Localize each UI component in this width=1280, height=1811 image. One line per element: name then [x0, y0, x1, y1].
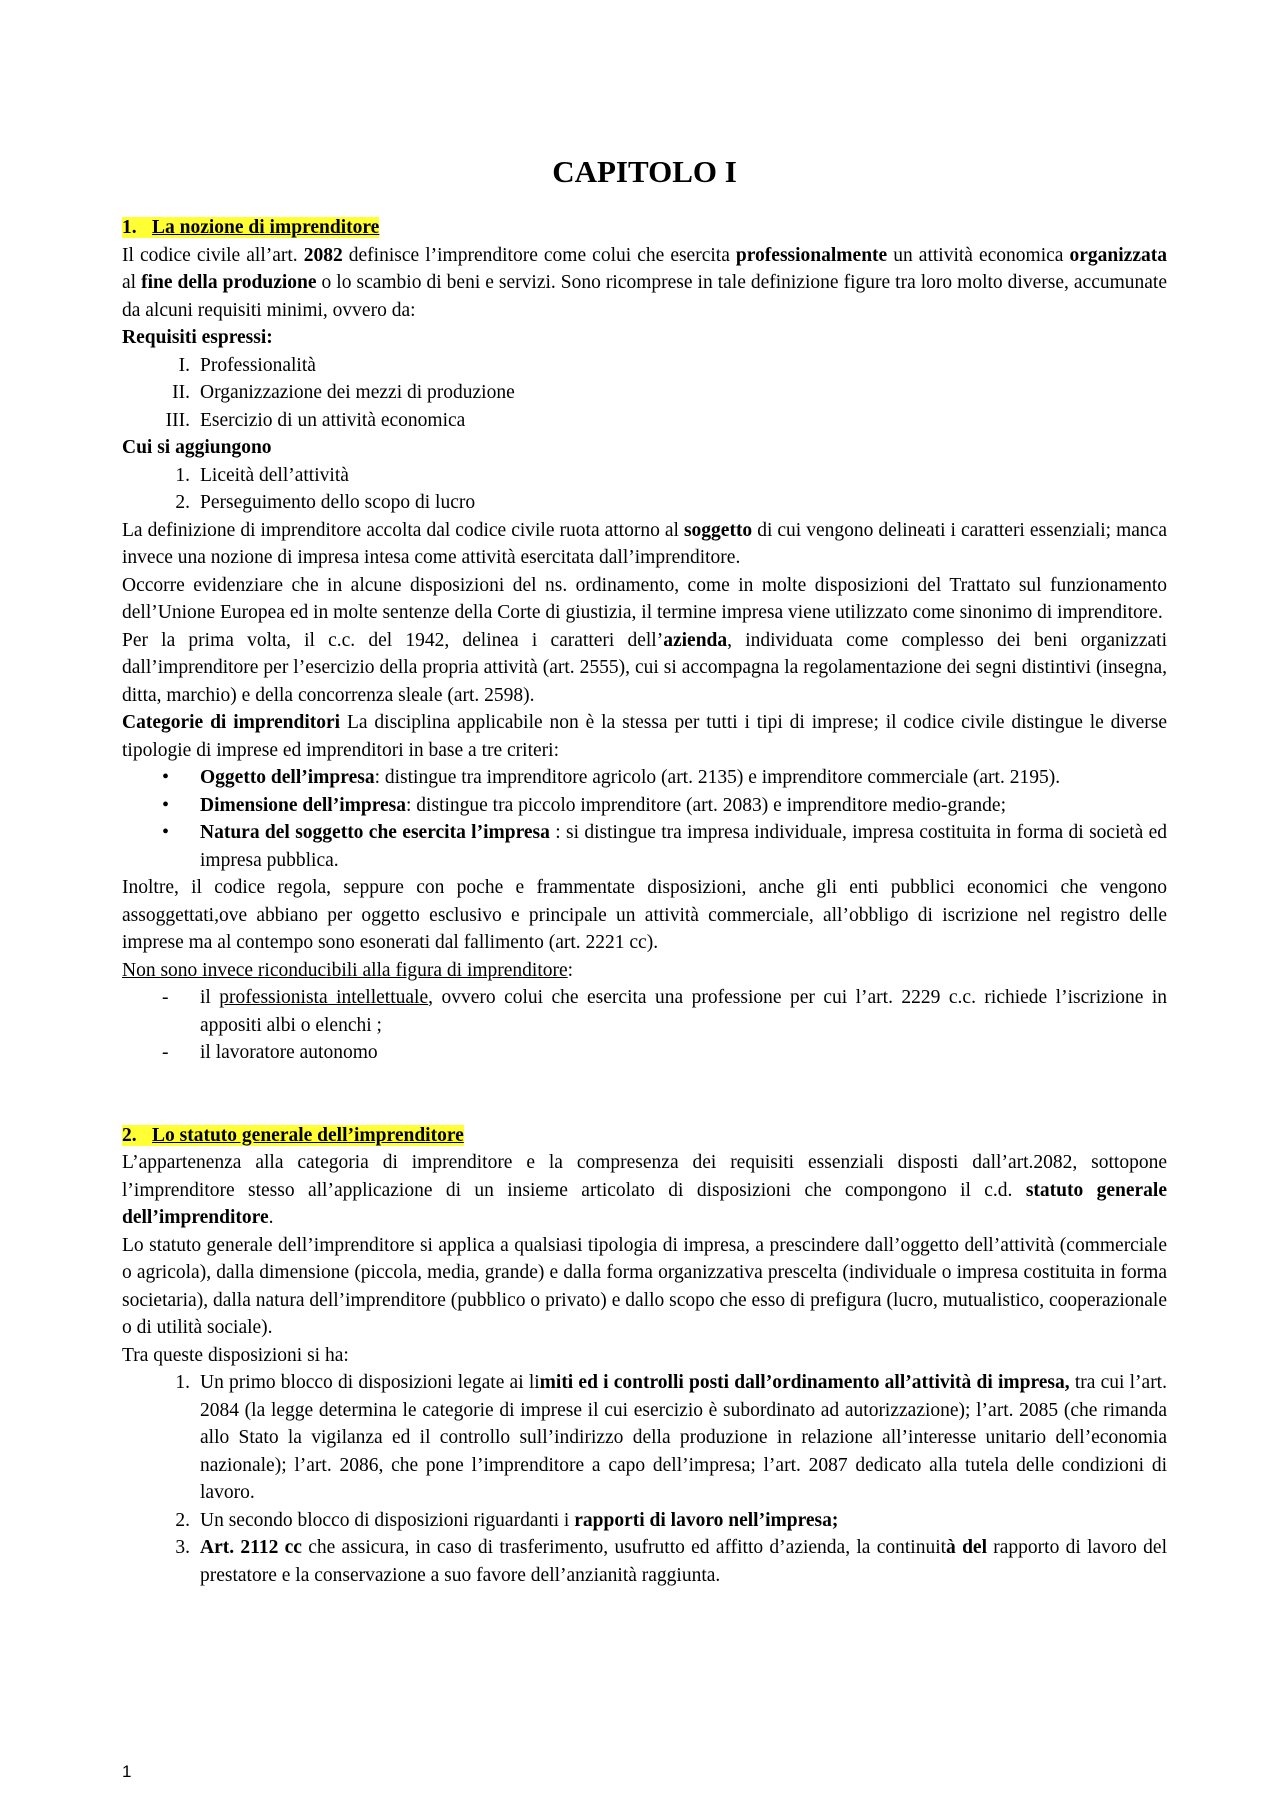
additional-label: Cui si aggiungono: [122, 437, 272, 458]
bold-run: fine della produzione: [141, 272, 317, 293]
section-2-title: Lo statuto generale dell’imprenditore: [152, 1124, 464, 1146]
bullet-marker: •: [162, 766, 170, 788]
s1-paragraph-3: Occorre evidenziare che in alcune disposizioni del ns. ordinamento, come in molte disposizioni del Trattato sul funzionamento dell’Unione Europea ed in molte sentenze della Corte di giustizia, il termine impresa viene utilizzato come sinonimo di imprenditore.: [122, 574, 1167, 623]
bold-run: 2082: [303, 244, 343, 266]
section-spacer: [122, 1067, 1167, 1122]
list-item-text: : si distingue tra impresa individuale, impresa costituita in forma di società ed impresa pubblica.: [200, 822, 1167, 871]
s2-paragraph-1: [122, 1149, 1167, 1232]
s1-paragraph-4: [122, 627, 1167, 710]
text-run: tra cui l’art. 2084 (la legge determina le categorie di imprese il cui esercizio è subordinato ad autorizzazione); l’art. 2085 (che rimanda allo Stato la vigilanza ed il controllo sull’indirizzo della produzione in relazione all’interesse unitario dell’economia nazionale); l’art. 2086, che pone l’imprenditore a capo dell’impresa; l’art. 2087 dedicato alla tutela delle condizioni di lavoro.: [200, 1372, 1167, 1503]
list-item-text: Perseguimento dello scopo di lucro: [200, 492, 476, 513]
bold-run: Categorie di imprenditori: [122, 712, 341, 733]
list-item: [122, 352, 1167, 380]
list-item: [122, 489, 1167, 517]
requirements-list: [122, 352, 1167, 435]
text-run: L’appartenenza alla categoria di imprenditore e la compresenza dei requisiti essenziali disposti dall’art.2082, sottopone l’imprenditore stesso all’applicazione di un insieme articolato di disposizioni che compongono il c.d.: [122, 1152, 1167, 1201]
list-item: [122, 1534, 1167, 1589]
bold-run: professionalmente: [735, 244, 888, 266]
text-run: che assicura, in caso di trasferimento, usufrutto ed affitto d’azienda, la continuit: [301, 1537, 947, 1558]
bold-run: rapporti di lavoro nell’impresa;: [574, 1509, 839, 1531]
s2-paragraph-3: Tra queste disposizioni si ha:: [122, 1344, 349, 1366]
list-item: [122, 379, 1167, 407]
text-run: o lo scambio di beni e servizi. Sono ricomprese in tale definizione figure tra loro molto diverse, accumunate da alcuni requisiti minimi, ovvero da:: [122, 272, 1167, 321]
list-item-text: : distingue tra imprenditore agricolo (art. 2135) e imprenditore commerciale (art. 2195).: [374, 767, 1061, 788]
bold-run: Art. 2112 cc: [200, 1537, 302, 1558]
list-item: [122, 462, 1167, 490]
list-marker: II.: [172, 382, 190, 403]
text-run: al: [122, 272, 142, 293]
list-marker: 1.: [175, 1372, 190, 1393]
text-run: il: [200, 987, 220, 1008]
page-number: 1: [122, 1762, 132, 1781]
section-2-highlight: [122, 1125, 464, 1146]
bold-run: azienda: [663, 629, 728, 651]
list-item: [122, 1507, 1167, 1535]
list-item: [122, 1369, 1167, 1507]
text-run: :: [567, 959, 574, 981]
text-run: La definizione di imprenditore accolta dal codice civile ruota attorno al: [122, 519, 684, 541]
provisions-list: [122, 1369, 1167, 1589]
bold-run: statuto generale dell’imprenditore: [122, 1179, 1167, 1228]
text-run: definisce l’imprenditore come colui che esercita: [342, 244, 736, 266]
section-1-title: La nozione di imprenditore: [152, 217, 380, 238]
s1-paragraph-6: Inoltre, il codice regola, seppure con poche e frammentate disposizioni, anche gli enti pubblici economici che vengono assoggettati,ove abbiano per oggetto esclusivo e principale un attività commerciale, all’obbligo di iscrizione nel registro delle imprese ma al contempo sono esonerati dal fallimento (art. 2221 cc).: [122, 877, 1167, 953]
list-item-text: Liceità dell’attività: [200, 464, 349, 486]
list-item: [122, 1039, 1167, 1067]
list-marker: 1.: [175, 464, 190, 486]
text-run: La disciplina applicabile non è la stessa per tutti i tipi di imprese; il codice civile distingue le diverse tipologie di imprese ed imprenditori in base a tre criteri:: [122, 712, 1167, 761]
bullet-marker: •: [162, 793, 170, 816]
section-1-number: 1.: [122, 217, 137, 238]
list-item: [122, 819, 1167, 874]
dash-marker: -: [162, 987, 169, 1008]
list-marker: III.: [165, 409, 190, 431]
underlined-run: Non sono invece riconducibili alla figura di imprenditore: [122, 959, 568, 981]
list-marker: 3.: [175, 1537, 190, 1558]
text-run: rapporto di lavoro del prestatore e la conservazione a suo favore dell’anzianità raggiunta.: [200, 1537, 1168, 1586]
bold-run: miti ed i controlli posti dall’ordinamento all’attività di impresa,: [539, 1372, 1070, 1393]
list-item: [122, 764, 1167, 792]
chapter-title: CAPITOLO I: [552, 154, 737, 189]
list-item: [122, 984, 1167, 1039]
list-item: [122, 792, 1167, 820]
list-item-text: Organizzazione dei mezzi di produzione: [200, 382, 515, 403]
requirements-label: Requisiti espressi:: [122, 327, 273, 348]
list-item-text: Professionalità: [200, 354, 316, 376]
bold-run: Dimensione dell’impresa: [200, 794, 407, 816]
text-run: Il codice civile all’art.: [122, 244, 304, 266]
section-2-heading: [122, 1122, 1167, 1150]
s2-paragraph-2: Lo statuto generale dell’imprenditore si applica a qualsiasi tipologia di impresa, a prescindere dall’oggetto dell’attività (commerciale o agricola), dalla dimensione (piccola, media, grande) e dalla forma organizzativa prescelta (individuale o impresa costituita in forma societaria), dalla natura dell’imprenditore (pubblico o privato) e dallo scopo che esso di prefigura (lucro, mutualistico, cooperazionale o di utilità sociale).: [122, 1234, 1167, 1338]
categories-list: [122, 764, 1167, 874]
text-run: .: [268, 1207, 274, 1228]
page-content: [122, 152, 1167, 1589]
list-item: [122, 407, 1167, 435]
s1-paragraph-7: [122, 957, 1167, 985]
text-run: Un primo blocco di disposizioni legate ai li: [200, 1372, 540, 1393]
bullet-marker: •: [162, 821, 170, 843]
bold-run: Natura del soggetto che esercita l’impresa: [200, 822, 550, 843]
list-marker: 2.: [175, 1509, 190, 1531]
s1-paragraph-2: [122, 517, 1167, 572]
s1-paragraph-1: [122, 242, 1167, 325]
list-marker: I.: [178, 354, 190, 376]
text-run: un attività economica: [887, 244, 1070, 266]
list-item-text: : distingue tra piccolo imprenditore (art. 2083) e imprenditore medio-grande;: [406, 794, 1006, 816]
list-item-text: il lavoratore autonomo: [200, 1042, 378, 1063]
exclusions-list: [122, 984, 1167, 1067]
list-marker: 2.: [175, 492, 190, 513]
section-1-highlight: [122, 217, 379, 238]
bold-run: soggetto: [683, 519, 753, 541]
additional-list: [122, 462, 1167, 517]
bold-run: Oggetto dell’impresa: [200, 767, 375, 788]
s1-paragraph-5: [122, 709, 1167, 764]
section-1-heading: [122, 214, 1167, 242]
underlined-run: professionista intellettuale: [219, 987, 429, 1008]
text-run: Un secondo blocco di disposizioni riguardanti i: [200, 1509, 575, 1531]
text-run: , individuata come complesso dei beni organizzati dall’imprenditore per l’esercizio della propria attività (art. 2555), cui si accompagna la regolamentazione dei segni distintivi (insegna, ditta, marchio) e della concorrenza sleale (art. 2598).: [122, 629, 1167, 706]
section-2-number: 2.: [122, 1124, 137, 1146]
text-run: di cui vengono delineati i caratteri essenziali; manca invece una nozione di impresa intesa come attività esercitata dall’imprenditore.: [122, 519, 1167, 568]
bold-run: à del: [946, 1537, 987, 1558]
dash-marker: -: [162, 1042, 169, 1063]
bold-run: organizzata: [1069, 244, 1167, 266]
list-item-text: , ovvero colui che esercita una professione per cui l’art. 2229 c.c. richiede l’iscrizione in appositi albi o elenchi ;: [200, 987, 1167, 1036]
list-item-text: Esercizio di un attività economica: [200, 409, 466, 431]
text-run: Per la prima volta, il c.c. del 1942, delinea i caratteri dell’: [122, 629, 664, 651]
